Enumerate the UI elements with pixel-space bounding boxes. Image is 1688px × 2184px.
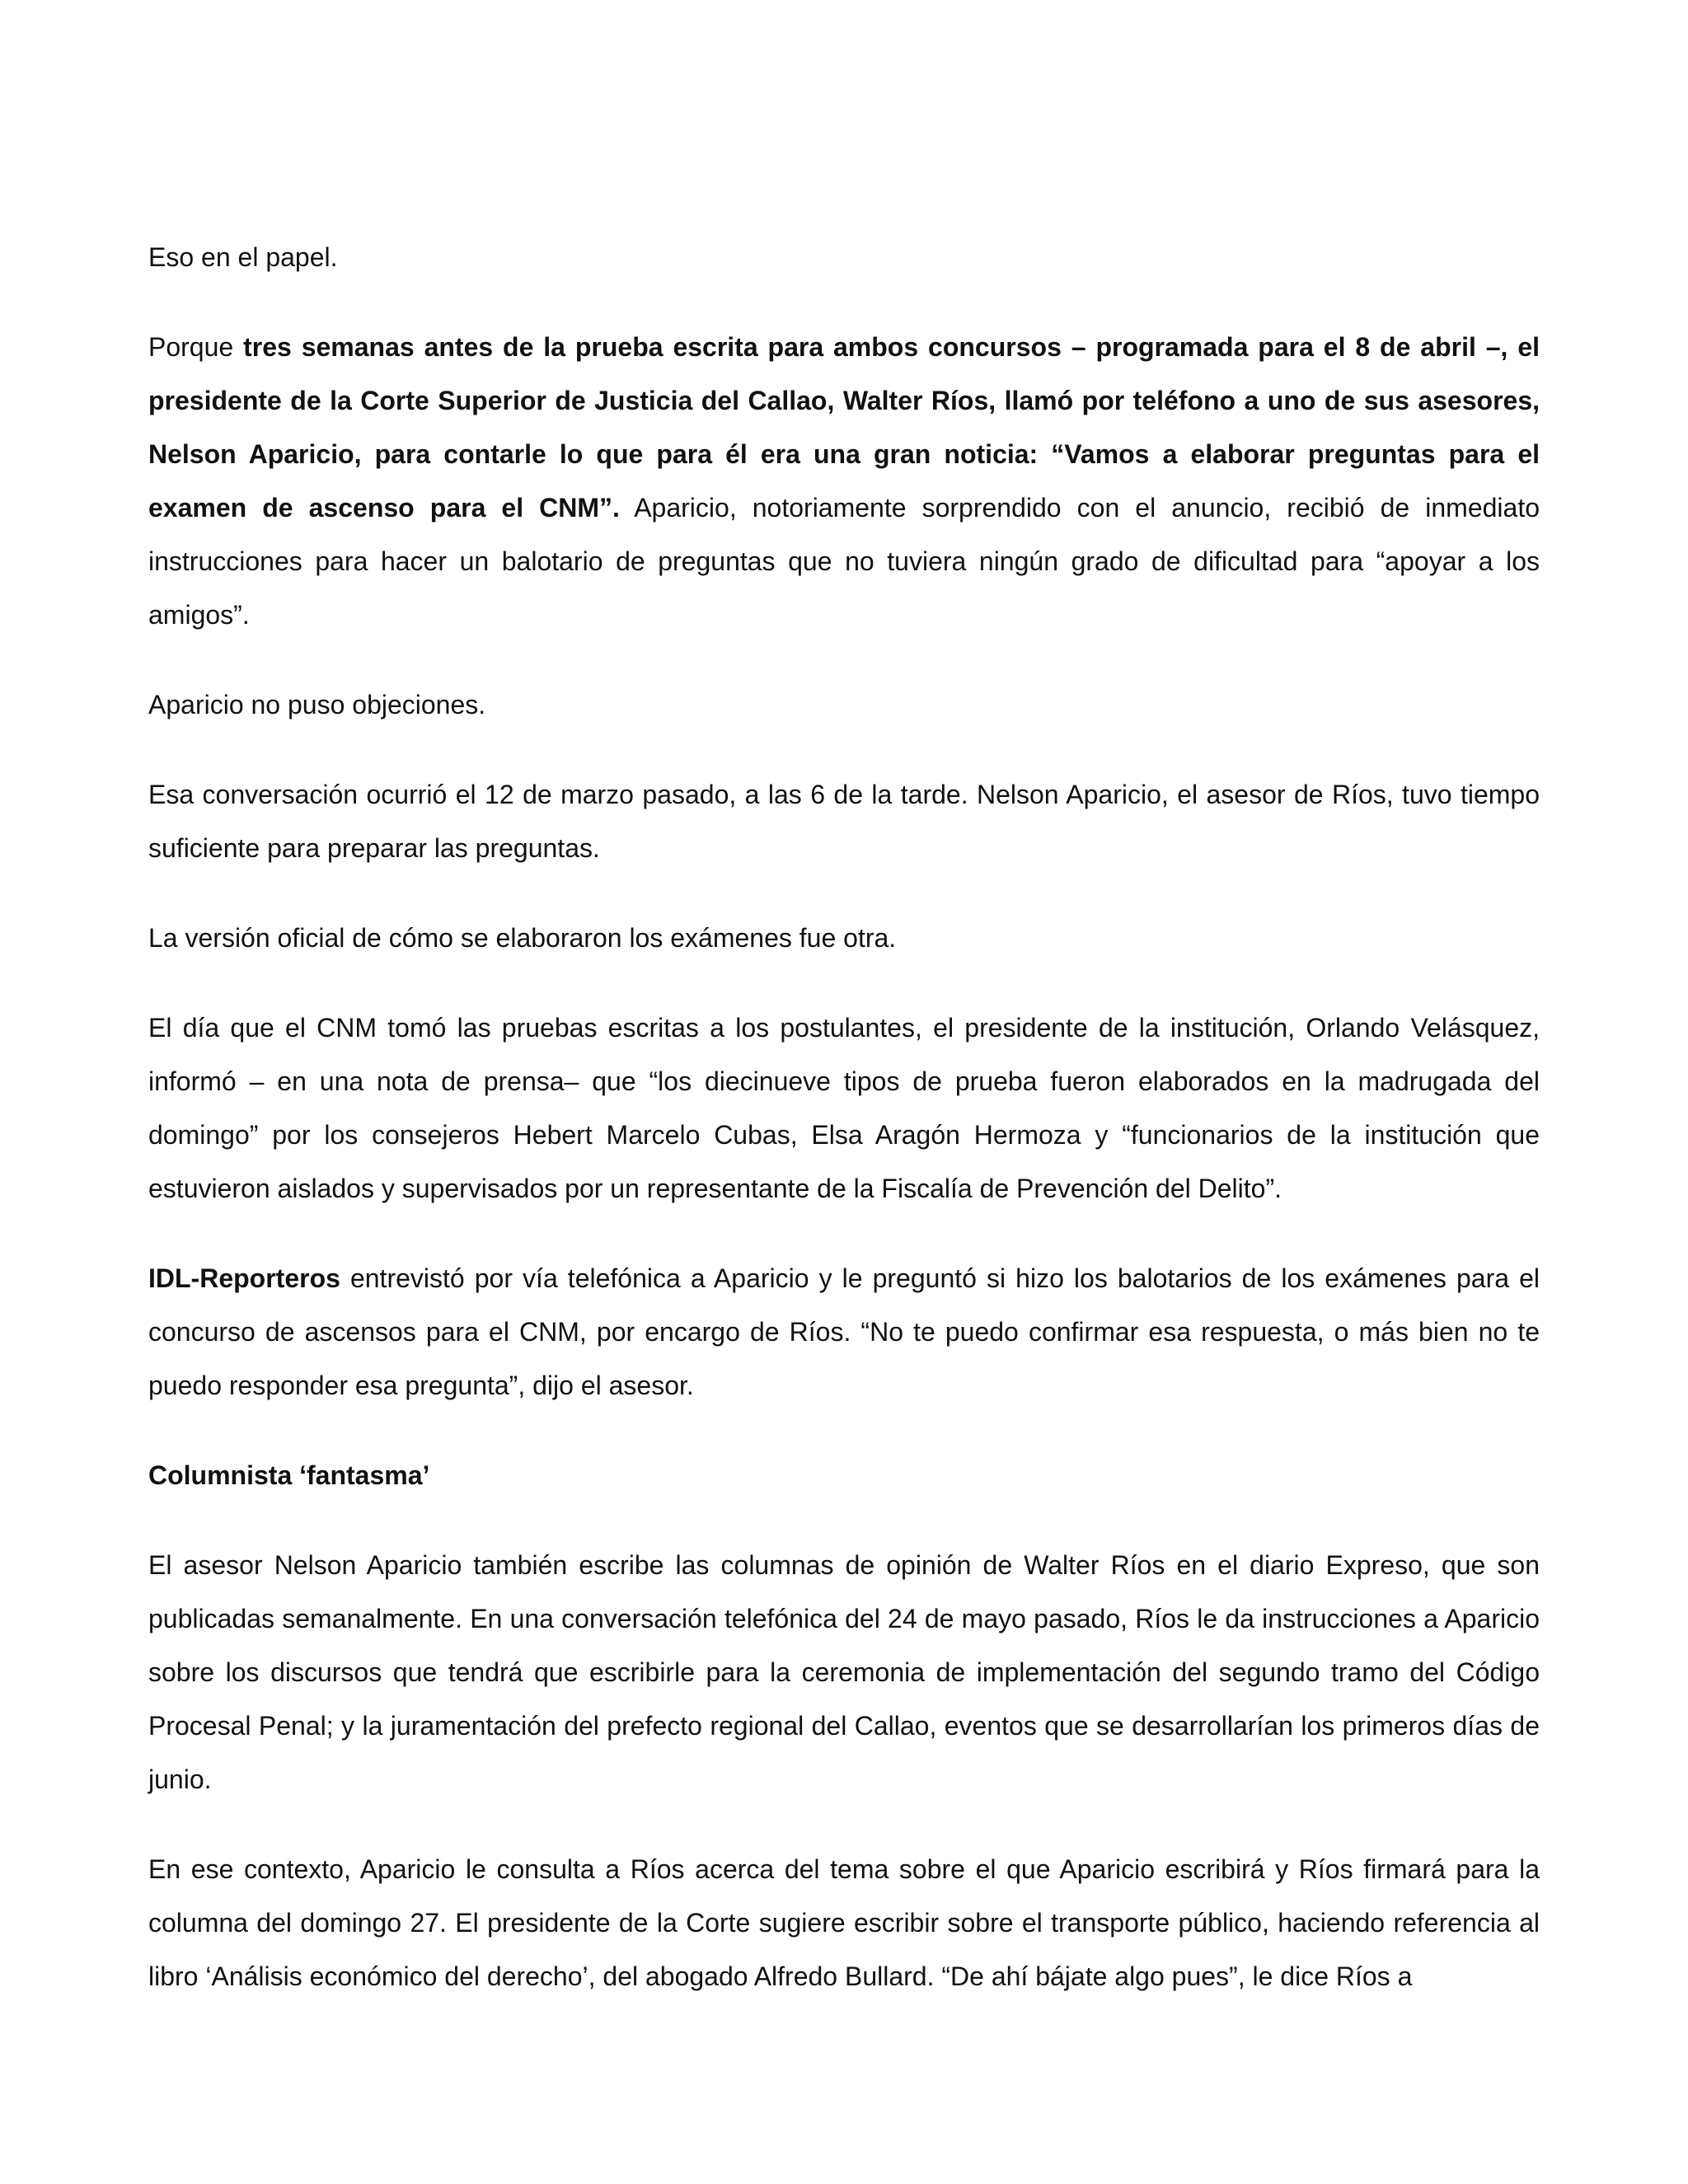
section-heading: Columnista ‘fantasma’ [148, 1460, 430, 1490]
paragraph-2-rest: Aparicio, notoriamente sorprendido con el anuncio, recibió de inmediato instrucciones para hacer un balotario de preguntas que no tuviera ningún grado de dificultad para “apoyar a los amigos”. [148, 493, 1540, 630]
paragraph-1: Eso en el papel. [148, 242, 338, 272]
paragraph-2 [148, 321, 1540, 642]
paragraph-5: La versión oficial de cómo se elaboraron los exámenes fue otra. [148, 923, 897, 953]
paragraph-4: Esa conversación ocurrió el 12 de marzo pasado, a las 6 de la tarde. Nelson Aparicio, el asesor de Ríos, tuvo tiempo suficiente para preparar las preguntas. [148, 780, 1540, 863]
paragraph-7-bold: IDL-Reporteros [148, 1263, 340, 1293]
paragraph-9: En ese contexto, Aparicio le consulta a Ríos acerca del tema sobre el que Aparicio escribirá y Ríos firmará para la columna del domingo 27. El presidente de la Corte sugiere escribir sobre el transporte público, haciendo referencia al libro ‘Análisis económico del derecho’, del abogado Alfredo Bullard. “De ahí bájate algo pues”, le dice Ríos a [148, 1854, 1540, 1991]
paragraph-7-rest: entrevistó por vía telefónica a Aparicio y le preguntó si hizo los balotarios de los exámenes para el concurso de ascensos para el CNM, por encargo de Ríos. “No te puedo confirmar esa respuesta, o más bien no te puedo responder esa pregunta”, dijo el asesor. [148, 1263, 1540, 1400]
paragraph-3: Aparicio no puso objeciones. [148, 690, 486, 719]
paragraph-7 [148, 1252, 1540, 1413]
paragraph-8: El asesor Nelson Aparicio también escribe las columnas de opinión de Walter Ríos en el diario Expreso, que son publicadas semanalmente. En una conversación telefónica del 24 de mayo pasado, Ríos le da instrucciones a Aparicio sobre los discursos que tendrá que escribirle para la ceremonia de implementación del segundo tramo del Código Procesal Penal; y la juramentación del prefecto regional del Callao, eventos que se desarrollarían los primeros días de junio. [148, 1550, 1540, 1794]
document-page [148, 231, 1540, 2040]
paragraph-2-lead: Porque [148, 332, 244, 362]
paragraph-2-bold: tres semanas antes de la prueba escrita para ambos concursos – programada para el 8 de abril –, el presidente de la Corte Superior de Justicia del Callao, Walter Ríos, llamó por teléfono a uno de sus asesores, Nelson Aparicio, para contarle lo que para él era una gran noticia: “Vamos a elaborar preguntas para el examen de ascenso para el CNM”. [148, 332, 1540, 523]
paragraph-6: El día que el CNM tomó las pruebas escritas a los postulantes, el presidente de la institución, Orlando Velásquez, informó – en una nota de prensa– que “los diecinueve tipos de prueba fueron elaborados en la madrugada del domingo” por los consejeros Hebert Marcelo Cubas, Elsa Aragón Hermoza y “funcionarios de la institución que estuvieron aislados y supervisados por un representante de la Fiscalía de Prevención del Delito”. [148, 1013, 1540, 1203]
